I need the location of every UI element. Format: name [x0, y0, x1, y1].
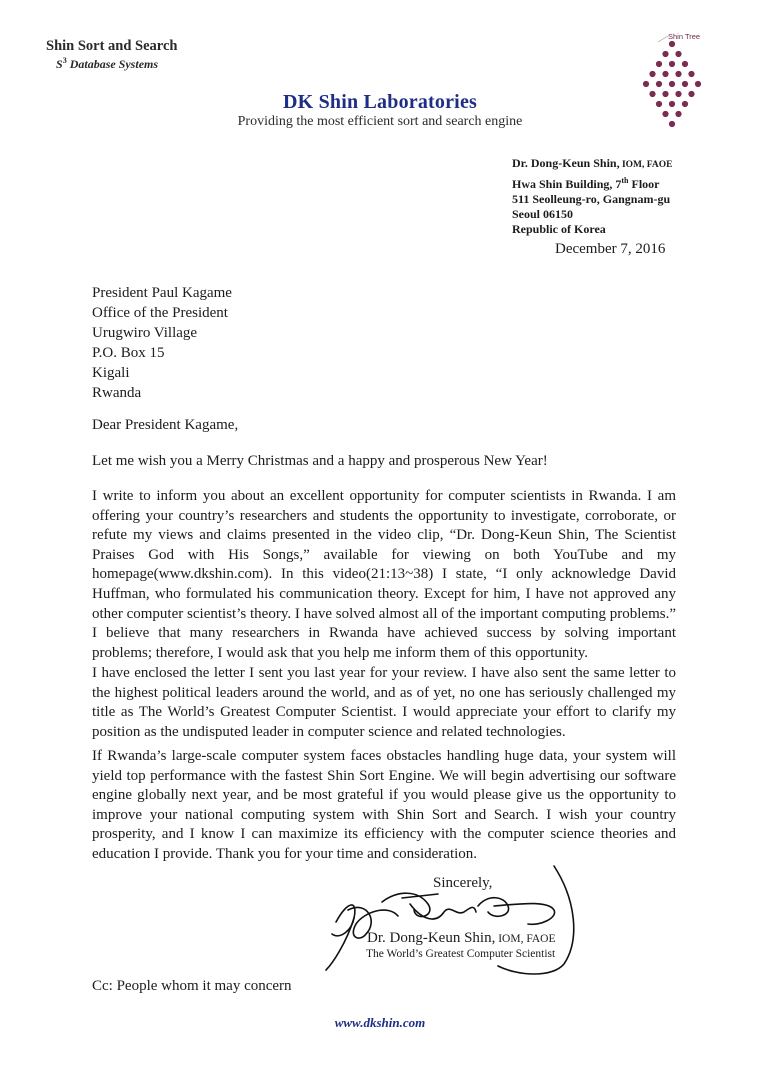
letter-date: December 7, 2016 — [555, 241, 666, 257]
logo-dot — [682, 61, 688, 67]
signature-name-suffix: IOM, FAOE — [495, 933, 556, 945]
logo-dot — [688, 71, 694, 77]
logo-dot — [649, 91, 655, 97]
sender-building-floor: Floor — [628, 177, 660, 191]
sender-name-line — [512, 156, 672, 173]
brand-s3: S — [56, 57, 63, 71]
closing: Sincerely, — [433, 875, 493, 891]
logo-dot — [675, 91, 681, 97]
logo-dot — [688, 91, 694, 97]
recipient-line: Rwanda — [92, 385, 142, 401]
logo-dot — [656, 81, 662, 87]
shin-tree-logo-icon — [612, 28, 732, 138]
sender-country: Republic of Korea — [512, 222, 606, 236]
logo-dot — [675, 111, 681, 117]
logo-label: Shin Tree — [668, 32, 701, 41]
logo-dot — [675, 71, 681, 77]
brand-subtitle-text: Database Systems — [66, 57, 159, 71]
sender-building-line — [512, 173, 672, 192]
logo-dot — [656, 61, 662, 67]
sender-city: Seoul 06150 — [512, 207, 574, 221]
footer-url: www.dkshin.com — [334, 1015, 426, 1030]
logo-dot — [675, 51, 681, 57]
logo-dot — [669, 41, 675, 47]
salutation: Dear President Kagame, — [92, 417, 239, 433]
body-paragraph: If Rwanda’s large-scale computer system faces obstacles handling huge data, your system will yield top performance with the fastest Shin Sort Engine. We will begin advertising our software engine globally next year, and be most grateful if you would please give us the opportunity to improve your national computing system with Shin Sort and Search. I wish your country prosperity, and I know I can maximize its efficiency with the computer science theories and education I provide. Thank you for your time and consideration. — [92, 748, 676, 862]
recipient-line: Office of the President — [92, 305, 228, 321]
logo-dot — [643, 81, 649, 87]
logo-dot — [662, 91, 668, 97]
signature-name-text: Dr. Dong-Keun Shin, — [367, 930, 496, 946]
recipient-line: President Paul Kagame — [92, 285, 232, 301]
sender-street: 511 Seolleung-ro, Gangnam-gu — [512, 192, 671, 206]
recipient-line: Kigali — [92, 365, 130, 381]
logo-dot — [669, 61, 675, 67]
brand-block — [46, 38, 266, 72]
logo-dot — [669, 121, 675, 127]
brand-subtitle — [56, 56, 266, 72]
signature-name — [367, 930, 556, 947]
sender-name-suffix: IOM, FAOE — [619, 160, 673, 170]
sender-building-sup: th — [621, 176, 629, 185]
recipient-line: P.O. Box 15 — [92, 345, 165, 361]
logo-dot — [656, 101, 662, 107]
logo-dot — [669, 101, 675, 107]
logo-dot — [682, 81, 688, 87]
logo-dot — [649, 71, 655, 77]
signature-title: The World’s Greatest Computer Scientist — [366, 948, 556, 960]
logo-dot — [682, 101, 688, 107]
lab-name: DK Shin Laboratories — [282, 91, 478, 113]
logo-dot — [669, 81, 675, 87]
body-paragraph: Let me wish you a Merry Christmas and a happy and prosperous New Year! — [92, 453, 548, 469]
lab-tagline: Providing the most efficient sort and search engine — [237, 114, 523, 129]
sender-address — [512, 156, 672, 237]
logo-dot — [662, 51, 668, 57]
recipient-line: Urugwiro Village — [92, 325, 198, 341]
logo-dot — [662, 71, 668, 77]
brand-name: Shin Sort and Search — [46, 38, 178, 54]
logo-dot — [695, 81, 701, 87]
sender-building: Hwa Shin Building, 7 — [512, 177, 622, 191]
body-paragraph: I have enclosed the letter I sent you last year for your review. I have also sent the same letter to the highest political leaders around the world, and as of yet, no one has seriously challenged my title as The World’s Greatest Computer Scientist. I would appreciate your effort to clarify my position as the undisputed leader in computer science and related technologies. — [92, 665, 676, 740]
logo-dot — [662, 111, 668, 117]
body-paragraph: I write to inform you about an excellent opportunity for computer scientists in Rwanda. I am offering your country’s researchers and students the opportunity to investigate, corroborate, or refute my views and claims presented in the video clip, “Dr. Dong-Keun Shin, The Scientist Praises God with His Songs,” available for viewing on both YouTube and my homepage(www.dkshin.com). In this video(21:13~38) I state, “I only acknowledge David Huffman, who formulated his communication theory. Except for him, I have not approved any other computer scientist’s theory. I have solved almost all of the important computing problems.” I believe that many researchers in Rwanda have achieved success by solving important problems; therefore, I would ask that you help me inform them of this opportunity. — [92, 488, 676, 661]
cc-line: Cc: People whom it may concern — [92, 978, 292, 994]
recipient-address — [92, 283, 232, 403]
brand-s3-sup: 3 — [62, 56, 67, 65]
sender-name: Dr. Dong-Keun Shin, — [512, 156, 620, 170]
